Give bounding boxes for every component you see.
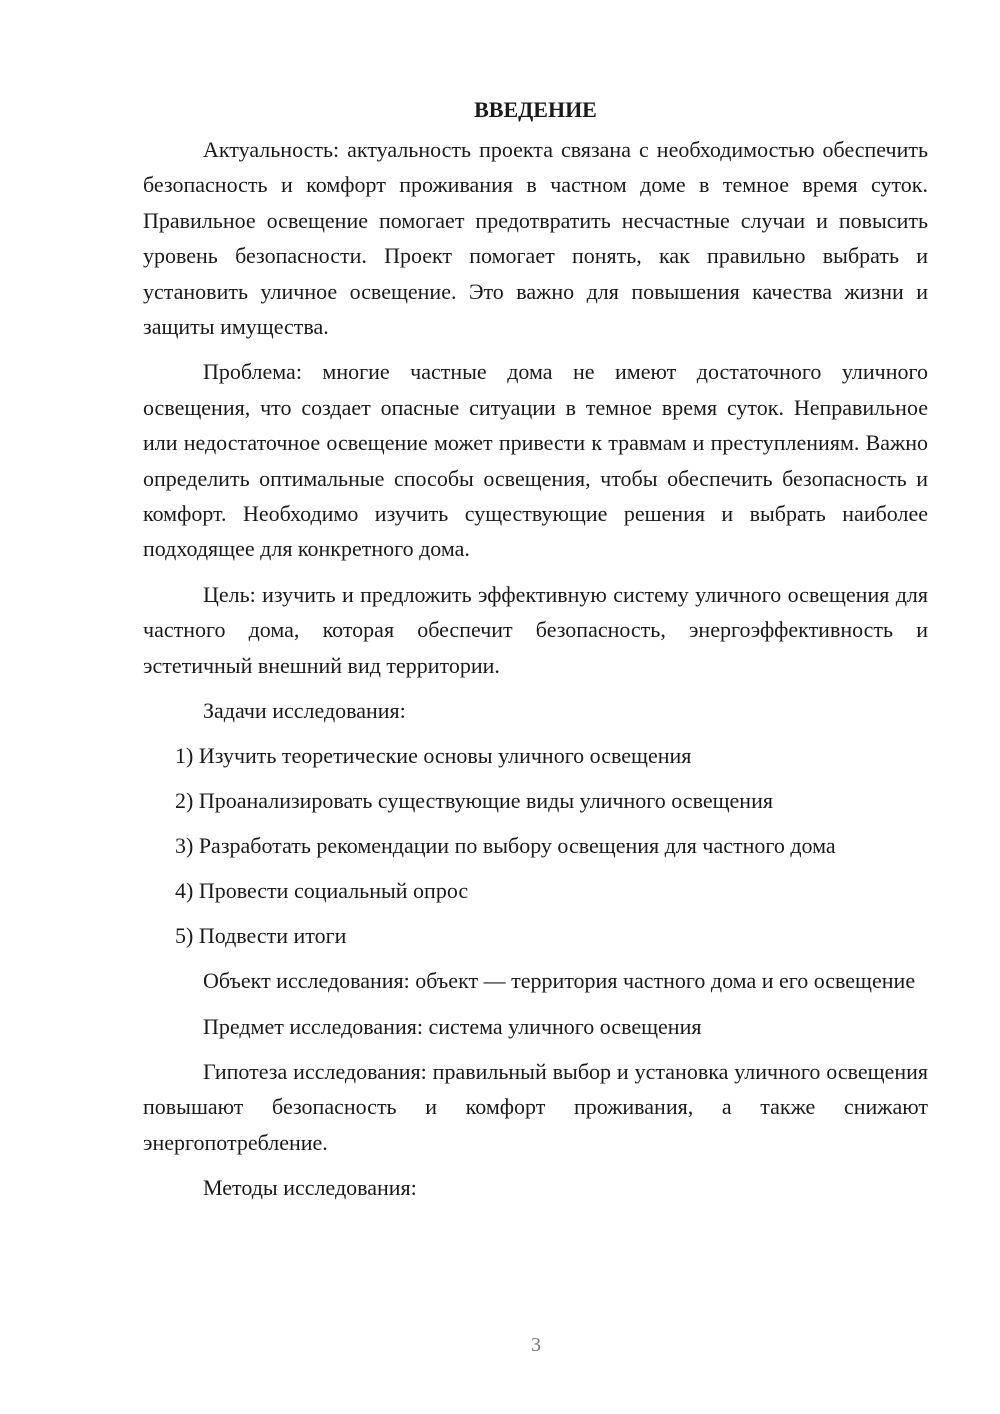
task-item: 1) Изучить теоретические основы уличного освещения [175,743,692,769]
task-item: 4) Провести социальный опрос [175,878,469,904]
task-item: 5) Подвести итоги [175,923,347,949]
paragraph-subject: Предмет исследования: система уличного освещения [203,1013,702,1039]
paragraph-hypothesis: Гипотеза исследования: правильный выбор и установка уличного освещения повышают безопасность и комфорт проживания, а также снижают энергопотребление. [143,1058,928,1155]
paragraph-methods: Методы исследования: [203,1175,417,1201]
page-title: ВВЕДЕНИЕ [474,97,597,122]
page-number: 3 [531,1334,541,1356]
paragraph-relevance: Актуальность: актуальность проекта связана с необходимостью обеспечить безопасность и комфорт проживания в частном доме в темное время суток. Правильное освещение помогает предотвратить несчастные случаи и повысить уровень безопасности. Проект помогает понять, как правильно выбрать и установить уличное освещение. Это важно для повышения качества жизни и защиты имущества. [143,137,928,340]
paragraph-object: Объект исследования: объект — территория частного дома и его освещение [203,968,916,994]
task-item: 2) Проанализировать существующие виды уличного освещения [175,788,773,814]
task-item: 3) Разработать рекомендации по выбору освещения для частного дома [175,833,836,859]
tasks-heading: Задачи исследования: [203,698,406,724]
paragraph-problem: Проблема: многие частные дома не имеют достаточного уличного освещения, что создает опасные ситуации в темное время суток. Неправильное или недостаточное освещение может привести к травмам и преступлениям. Важно определить оптимальные способы освещения, чтобы обеспечить безопасность и комфорт. Необходимо изучить существующие решения и выбрать наиболее подходящее для конкретного дома. [143,359,928,562]
paragraph-goal: Цель: изучить и предложить эффективную систему уличного освещения для частного дома, которая обеспечит безопасность, энергоэффективность и эстетичный внешний вид территории. [143,581,928,678]
document-page [143,92,928,1216]
